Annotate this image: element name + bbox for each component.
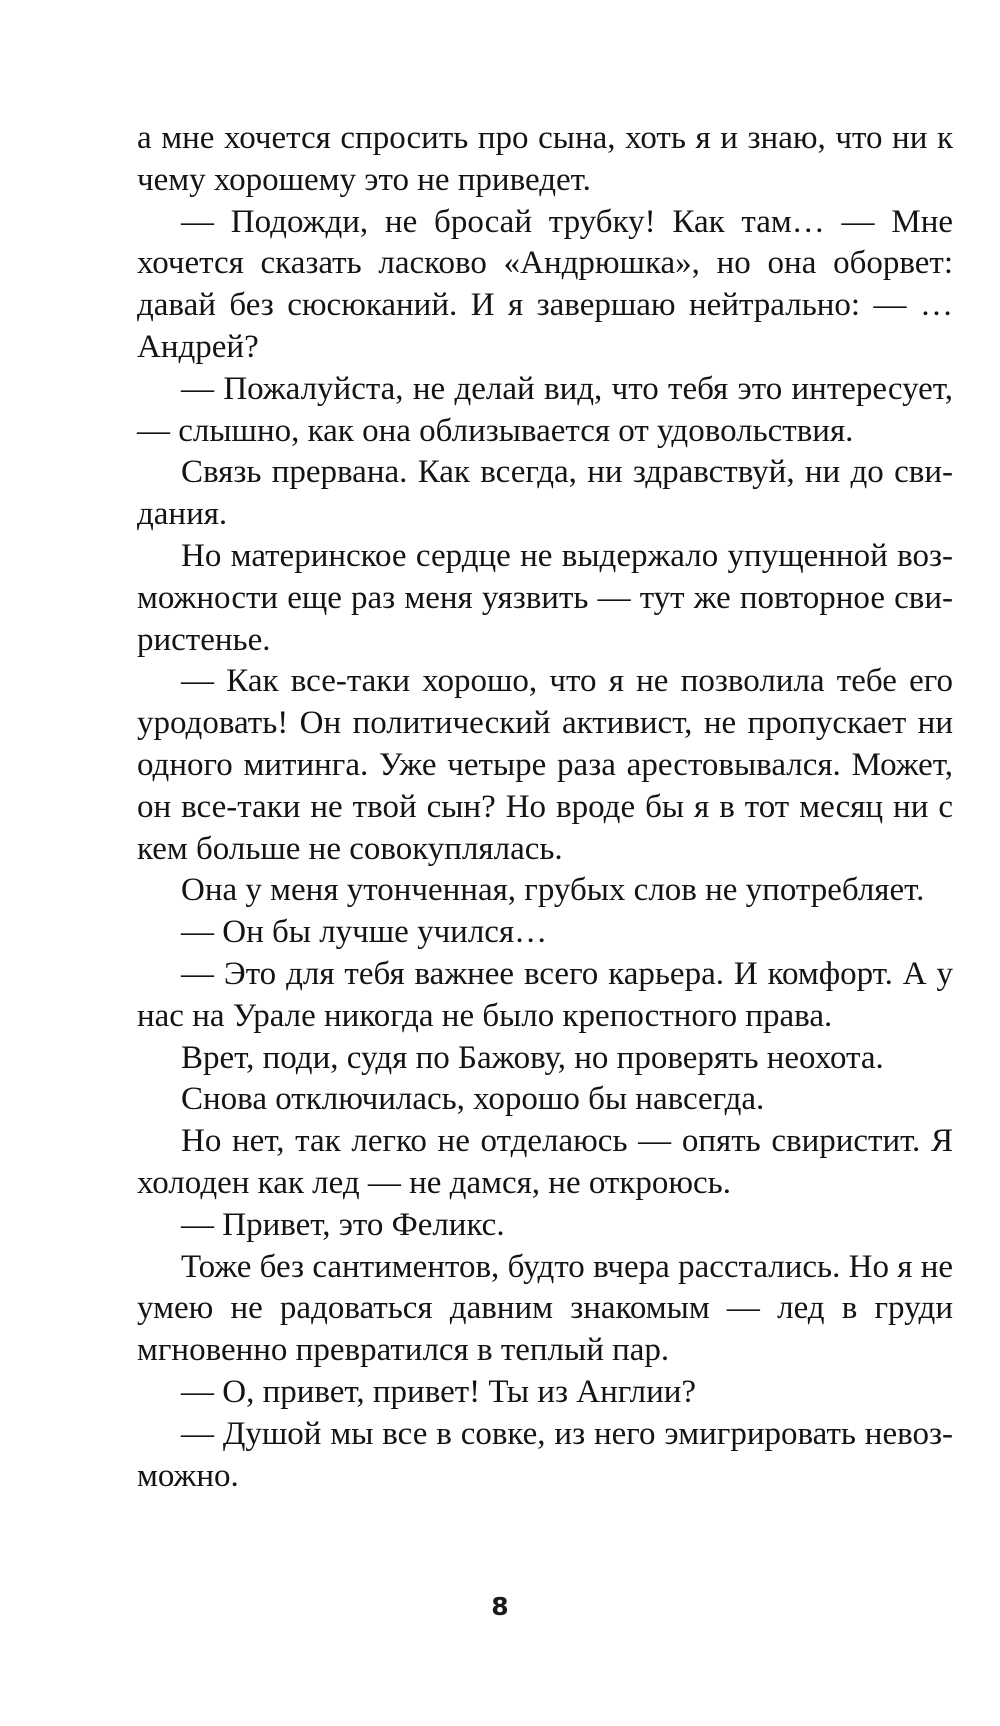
paragraph: Она у меня утонченная, грубых слов не употребляет. <box>181 872 925 909</box>
paragraph: — О, привет, привет! Ты из Англии? <box>181 1373 697 1410</box>
paragraph: Но нет, так легко не отделаюсь — опять свиристит. Я холоден как лед — не дамся, не откроюсь. <box>137 1123 953 1201</box>
paragraph: Снова отключилась, хорошо бы навсегда. <box>181 1081 765 1118</box>
paragraph: Связь прервана. Как всегда, ни здравствуй, ни до свидания. <box>137 454 953 533</box>
paragraph: Врет, поди, судя по Бажову, но проверять неохота. <box>181 1039 884 1076</box>
paragraph: — Он бы лучше учился… <box>181 914 548 951</box>
paragraph: — Душой мы все в совке, из него эмигрировать невозможно. <box>137 1415 953 1494</box>
paragraph: — Подожди, не бросай трубку! Как там… — Мне хочется сказать ласково «Андрюшка», но она оборвет: давай без сюсюканий. И я завершаю нейтрально: — …Андрей? <box>137 203 953 365</box>
body-text <box>137 118 953 1497</box>
paragraph: — Пожалуйста, не делай вид, что тебя это интересует, — слышно, как она облизывается от удовольствия. <box>137 370 953 449</box>
paragraph: — Как все-таки хорошо, что я не позволила тебе его уродовать! Он политический активист, не пропускает ни одного митинга. Уже четыре раза арестовывался. Может, он все-таки не твой сын? Но вроде бы я в тот месяц ни с кем больше не совокуплялась. <box>137 663 953 867</box>
paragraph: Но материнское сердце не выдержало упущенной возможности еще раз меня уязвить — тут же повторное свиристенье. <box>137 537 953 658</box>
paragraph-continuation: а мне хочется спросить про сына, хоть я и знаю, что ни к чему хорошему это не приведет. <box>137 120 953 198</box>
page-number: 8 <box>491 1592 509 1621</box>
paragraph: — Привет, это Феликс. <box>181 1206 505 1243</box>
paragraph: Тоже без сантиментов, будто вчера расстались. Но я не умею не радоваться давним знакомым — лед в груди мгновенно превратился в теплый пар. <box>137 1248 953 1369</box>
paragraph: — Это для тебя важнее всего карьера. И комфорт. А у нас на Урале никогда не было крепостного права. <box>137 955 953 1034</box>
